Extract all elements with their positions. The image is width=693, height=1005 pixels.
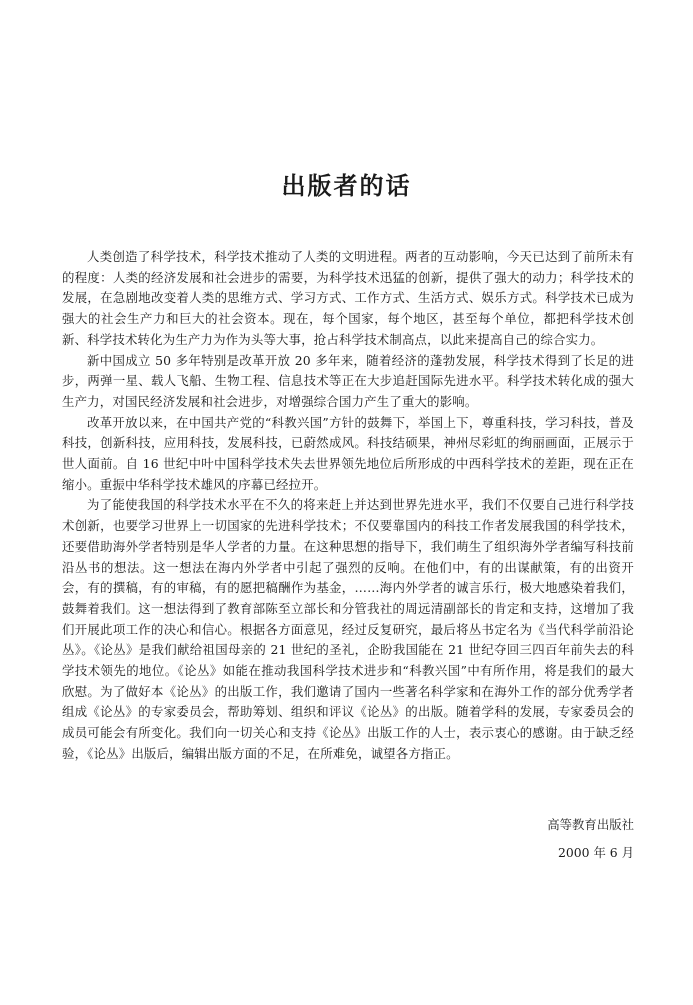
- signature-block: [547, 815, 634, 863]
- paragraph-4: 为了能使我国的科学技术水平在不久的将来赶上并达到世界先进水平，我们不仅要自己进行科学技术创新，也要学习世界上一切国家的先进科学技术；不仅要靠国内的科技工作者发展我国的科学技术，还要借助海外学者特别是华人学者的力量。在这种思想的指导下，我们萌生了组织海外学者编写科技前沿丛书的想法。这一想法在海内外学者中引起了强烈的反响。在他们中，有的出谋献策，有的出资开会，有的撰稿，有的审稿，有的愿把稿酬作为基金，……海内外学者的诚言乐行，极大地感染着我们，鼓舞着我们。这一想法得到了教育部陈至立部长和分管我社的周远清副部长的肯定和支持，这增加了我们开展此项工作的决心和信心。根据各方面意见，经过反复研究，最后将丛书定名为《当代科学前沿论丛》。《论丛》是我们献给祖国母亲的 21 世纪的圣礼，企盼我国能在 21 世纪夺回三四百年前失去的科学技术领先的地位。《论丛》如能在推动我国科学技术进步和“科教兴国”中有所作用，将是我们的最大欣慰。为了做好本《论丛》的出版工作，我们邀请了国内一些著名科学家和在海外工作的部分优秀学者组成《论丛》的专家委员会，帮助筹划、组织和评议《论丛》的出版。随着学科的发展，专家委员会的成员可能会有所变化。我们向一切关心和支持《论丛》出版工作的人士，表示衷心的感谢。由于缺乏经验，《论丛》出版后，编辑出版方面的不足，在所难免，诚望各方指正。: [62, 497, 634, 761]
- page-title: 出版者的话: [281, 172, 412, 200]
- paragraph-3: 改革开放以来，在中国共产党的“科教兴国”方针的鼓舞下，举国上下，尊重科技，学习科技，普及科技，创新科技，应用科技，发展科技，已蔚然成风。科技结硕果，神州尽彩虹的绚丽画面，正展示于世人面前。自 16 世纪中叶中国科学技术失去世界领先地位后所形成的中西科学技术的差距，现在正在缩小。重振中华科学技术雄风的序幕已经拉开。: [62, 414, 634, 492]
- paragraph-1: 人类创造了科学技术，科学技术推动了人类的文明进程。两者的互动影响，今天已达到了前所未有的程度：人类的经济发展和社会进步的需要，为科学技术迅猛的创新，提供了强大的动力；科学技术的发展，在急剧地改变着人类的思维方式、学习方式、工作方式、生活方式、娱乐方式。科学技术已成为强大的社会生产力和巨大的社会资本。现在，每个国家，每个地区，甚至每个单位，都把科学技术创新、科学技术转化为生产力为作为头等大事，抢占科学技术制高点，以此来提高自己的综合实力。: [62, 249, 634, 347]
- preface-body: [62, 247, 634, 765]
- paragraph-2: 新中国成立 50 多年特别是改革开放 20 多年来，随着经济的蓬勃发展，科学技术得到了长足的进步，两弹一星、载人飞船、生物工程、信息技术等正在大步追赶国际先进水平。科学技术转化成的强大生产力，对国民经济发展和社会进步，对增强综合国力产生了重大的影响。: [62, 352, 634, 409]
- publisher-name: 高等教育出版社: [547, 817, 634, 832]
- publish-date: 2000 年 6 月: [557, 845, 634, 860]
